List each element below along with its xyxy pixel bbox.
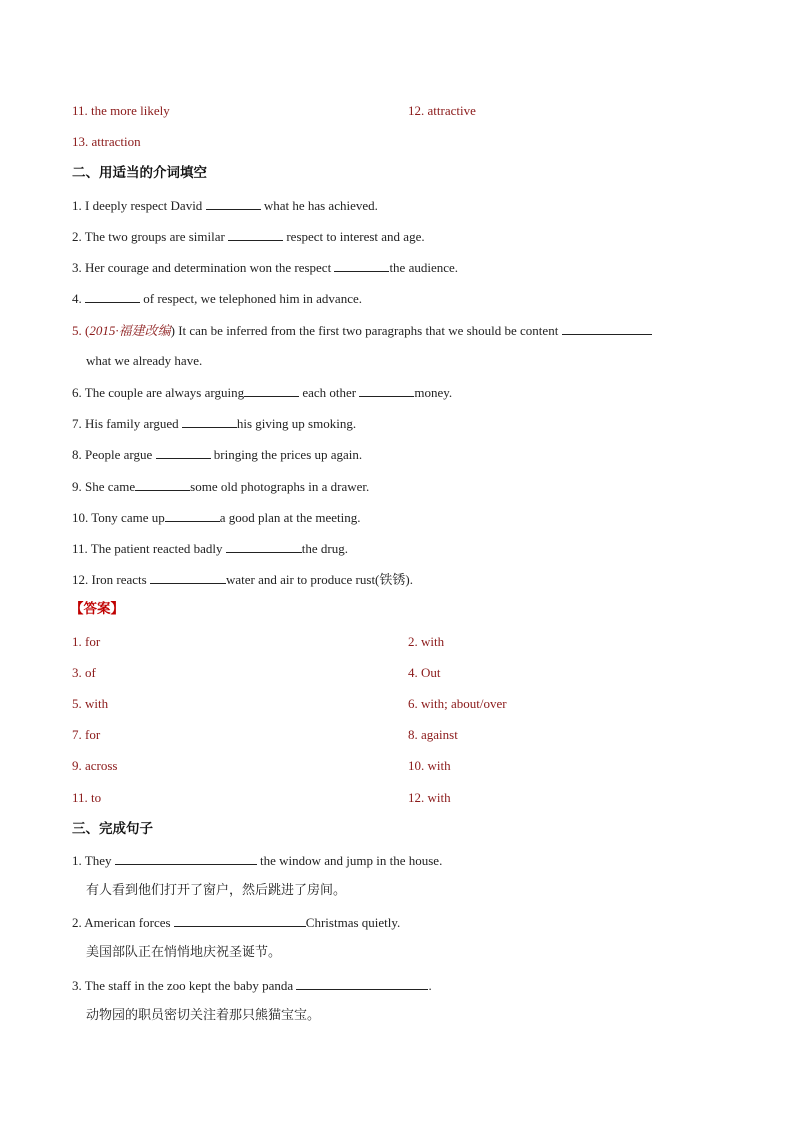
answer-11: 11. the more likely [72, 103, 170, 118]
question-3-1-translation: 有人看到他们打开了窗户，然后跳进了房间。 [86, 883, 347, 898]
answer-blank [135, 477, 190, 491]
question-2-12: 12. Iron reacts water and air to produce rust(铁锈). [72, 572, 413, 587]
answer-12: 12. with [408, 790, 451, 805]
question-2-9: 9. She came some old photographs in a drawer. [72, 479, 370, 494]
question-3-2-translation: 美国部队正在悄悄地庆祝圣诞节。 [86, 945, 282, 960]
answer-blank [226, 539, 302, 553]
answer-blank [228, 227, 283, 241]
question-2-5: 5. (2015·福建改编) It can be inferred from the first two paragraphs that we should be content [72, 321, 652, 340]
answer-blank [296, 976, 428, 990]
answer-9: 9. across [72, 758, 118, 773]
answer-blank [85, 289, 140, 303]
answer-blank [156, 445, 211, 459]
answer-5: 5. with [72, 696, 109, 711]
answer-blank [182, 414, 237, 428]
answer-4: 4. Out [408, 665, 441, 680]
answer-12: 12. attractive [408, 103, 476, 118]
question-2-2: 2. The two groups are similar respect to interest and age. [72, 229, 425, 244]
answer-blank [150, 570, 226, 584]
question-3-1: 1. They the window and jump in the house. [72, 853, 443, 868]
answers-label: 【答案】 [70, 601, 124, 617]
section-2-heading: 二、用适当的介词填空 [72, 165, 207, 181]
question-2-7: 7. His family argued his giving up smoking. [72, 416, 357, 431]
question-2-3: 3. Her courage and determination won the respect the audience. [72, 260, 459, 275]
question-2-6: 6. The couple are always arguing each other money. [72, 385, 453, 400]
question-3-3: 3. The staff in the zoo kept the baby panda . [72, 978, 432, 993]
question-2-5-continued: what we already have. [86, 353, 203, 368]
answer-2: 2. with [408, 634, 445, 649]
question-3-2: 2. American forces Christmas quietly. [72, 915, 401, 930]
question-2-11: 11. The patient reacted badly the drug. [72, 541, 348, 556]
question-2-1: 1. I deeply respect David what he has achieved. [72, 198, 378, 213]
answer-6: 6. with; about/over [408, 696, 507, 711]
answer-blank [206, 196, 261, 210]
answer-blank [334, 258, 389, 272]
answer-3: 3. of [72, 665, 96, 680]
question-3-3-translation: 动物园的职员密切关注着那只熊猫宝宝。 [86, 1008, 321, 1023]
answer-7: 7. for [72, 727, 101, 742]
answer-10: 10. with [408, 758, 451, 773]
question-source: 2015·福建改编 [89, 323, 171, 338]
answer-blank [562, 321, 652, 335]
answer-blank [115, 851, 257, 865]
answer-blank [165, 508, 220, 522]
question-2-4: 4. of respect, we telephoned him in advance. [72, 291, 362, 306]
answer-blank [359, 383, 414, 397]
answer-1: 1. for [72, 634, 101, 649]
answer-blank [174, 913, 306, 927]
question-2-10: 10. Tony came up a good plan at the meeting. [72, 510, 361, 525]
answer-8: 8. against [408, 727, 458, 742]
answer-blank [244, 383, 299, 397]
answer-13: 13. attraction [72, 134, 141, 149]
question-2-8: 8. People argue bringing the prices up again. [72, 447, 363, 462]
answer-11: 11. to [72, 790, 102, 805]
section-3-heading: 三、完成句子 [72, 821, 153, 837]
